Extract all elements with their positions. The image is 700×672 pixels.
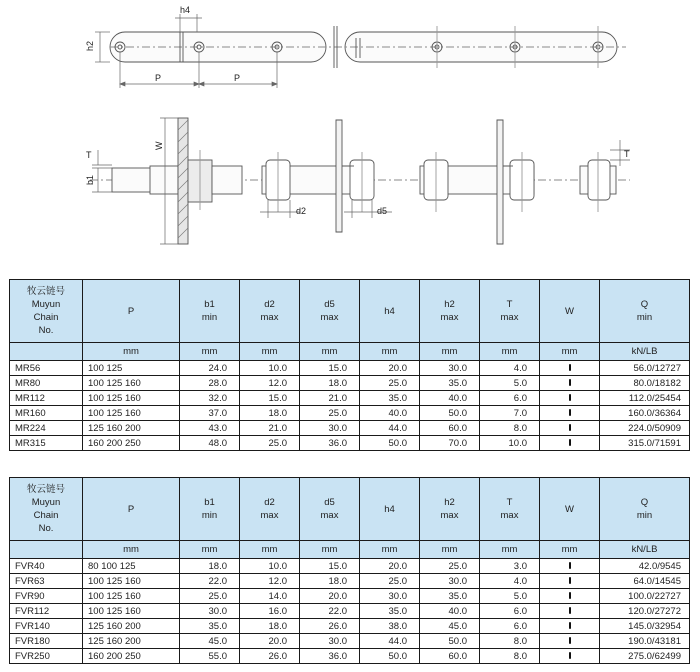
cell-chain: MR112 [10, 391, 83, 406]
unit-h2: mm [420, 541, 480, 559]
cell-p: 125 160 200 [83, 421, 180, 436]
cell-d5: 36.0 [300, 436, 360, 451]
header-w: W [540, 478, 600, 541]
w-mark-icon [569, 652, 571, 659]
w-mark-icon [569, 577, 571, 584]
cell-d5: 30.0 [300, 634, 360, 649]
cell-chain: FVR140 [10, 619, 83, 634]
unit-w: mm [540, 343, 600, 361]
unit-p: mm [83, 541, 180, 559]
cell-t: 8.0 [480, 649, 540, 664]
cell-b1: 48.0 [180, 436, 240, 451]
cell-h4: 25.0 [360, 574, 420, 589]
header-t: T max [480, 478, 540, 541]
cell-p: 100 125 160 [83, 391, 180, 406]
cell-t: 4.0 [480, 574, 540, 589]
w-mark-icon [569, 562, 571, 569]
unit-w: mm [540, 541, 600, 559]
unit-q: kN/LB [600, 541, 690, 559]
cell-t: 3.0 [480, 559, 540, 574]
header-p: P [83, 280, 180, 343]
table-row [10, 406, 690, 421]
cell-w [540, 376, 600, 391]
cell-chain: FVR40 [10, 559, 83, 574]
cell-chain: FVR250 [10, 649, 83, 664]
cell-w [540, 619, 600, 634]
header-q: Q min [600, 478, 690, 541]
cell-chain: FVR112 [10, 604, 83, 619]
cell-w [540, 604, 600, 619]
cell-w [540, 634, 600, 649]
cell-d5: 21.0 [300, 391, 360, 406]
cell-q: 120.0/27272 [600, 604, 690, 619]
w-mark-icon [569, 439, 571, 446]
header-d2: d2 max [240, 478, 300, 541]
cell-h4: 20.0 [360, 559, 420, 574]
cell-h2: 50.0 [420, 634, 480, 649]
cell-q: 80.0/18182 [600, 376, 690, 391]
cell-d5: 15.0 [300, 559, 360, 574]
cell-q: 190.0/43181 [600, 634, 690, 649]
cell-d5: 36.0 [300, 649, 360, 664]
unit-p: mm [83, 343, 180, 361]
cell-d2: 20.0 [240, 634, 300, 649]
cell-h2: 70.0 [420, 436, 480, 451]
unit-d5: mm [300, 541, 360, 559]
table-row [10, 604, 690, 619]
cell-b1: 28.0 [180, 376, 240, 391]
chain-technical-drawing [0, 0, 700, 262]
cell-b1: 35.0 [180, 619, 240, 634]
cell-h2: 40.0 [420, 391, 480, 406]
cell-b1: 18.0 [180, 559, 240, 574]
unit-q: kN/LB [600, 343, 690, 361]
header-b1: b1 min [180, 280, 240, 343]
cell-w [540, 391, 600, 406]
cell-chain: MR224 [10, 421, 83, 436]
cell-chain: FVR180 [10, 634, 83, 649]
cell-w [540, 574, 600, 589]
cell-t: 8.0 [480, 634, 540, 649]
header-q: Q min [600, 280, 690, 343]
table-row [10, 361, 690, 376]
header-b1: b1 min [180, 478, 240, 541]
cell-chain: MR160 [10, 406, 83, 421]
header-w: W [540, 280, 600, 343]
cell-b1: 55.0 [180, 649, 240, 664]
label-p-1: P [155, 73, 162, 83]
cell-q: 56.0/12727 [600, 361, 690, 376]
unit-blank [10, 343, 83, 361]
label-d5: d5 [377, 206, 388, 216]
cell-chain: MR56 [10, 361, 83, 376]
cell-h2: 30.0 [420, 361, 480, 376]
header-h2: h2 max [420, 478, 480, 541]
header-p: P [83, 478, 180, 541]
fvr-spec-table [9, 477, 690, 664]
mr-spec-table [9, 279, 690, 451]
cell-chain: FVR63 [10, 574, 83, 589]
cell-h2: 35.0 [420, 589, 480, 604]
cell-h4: 35.0 [360, 604, 420, 619]
table-row [10, 559, 690, 574]
cell-q: 112.0/25454 [600, 391, 690, 406]
cell-p: 100 125 160 [83, 589, 180, 604]
cell-q: 145.0/32954 [600, 619, 690, 634]
w-mark-icon [569, 637, 571, 644]
unit-t: mm [480, 343, 540, 361]
cell-d2: 10.0 [240, 559, 300, 574]
cell-d5: 18.0 [300, 574, 360, 589]
unit-h2: mm [420, 343, 480, 361]
cell-t: 6.0 [480, 619, 540, 634]
table-row [10, 391, 690, 406]
w-mark-icon [569, 364, 571, 371]
cell-p: 160 200 250 [83, 436, 180, 451]
cell-d2: 25.0 [240, 436, 300, 451]
cell-t: 5.0 [480, 376, 540, 391]
cell-b1: 24.0 [180, 361, 240, 376]
header-h4: h4 [360, 280, 420, 343]
w-mark-icon [569, 424, 571, 431]
cell-p: 100 125 160 [83, 574, 180, 589]
cell-t: 5.0 [480, 589, 540, 604]
w-mark-icon [569, 592, 571, 599]
cell-h2: 40.0 [420, 604, 480, 619]
cell-chain: FVR90 [10, 589, 83, 604]
cell-d2: 10.0 [240, 361, 300, 376]
unit-h4: mm [360, 541, 420, 559]
unit-d5: mm [300, 343, 360, 361]
cell-d5: 26.0 [300, 619, 360, 634]
label-h4: h4 [180, 5, 191, 15]
cell-h4: 40.0 [360, 406, 420, 421]
cell-p: 125 160 200 [83, 634, 180, 649]
cell-h4: 30.0 [360, 589, 420, 604]
label-t-left: T [86, 150, 92, 160]
cell-t: 7.0 [480, 406, 540, 421]
cell-q: 224.0/50909 [600, 421, 690, 436]
unit-d2: mm [240, 343, 300, 361]
cell-w [540, 589, 600, 604]
cell-t: 6.0 [480, 391, 540, 406]
cell-d2: 14.0 [240, 589, 300, 604]
cell-h4: 44.0 [360, 634, 420, 649]
top-view-links [110, 26, 626, 68]
cell-h2: 60.0 [420, 649, 480, 664]
cell-chain: MR80 [10, 376, 83, 391]
cell-w [540, 361, 600, 376]
cell-h2: 25.0 [420, 559, 480, 574]
header-chain-no: 牧云链号 Muyun Chain No. [10, 280, 83, 343]
label-w: W [154, 141, 164, 150]
w-mark-icon [569, 409, 571, 416]
label-d2: d2 [296, 206, 307, 216]
w-mark-icon [569, 394, 571, 401]
header-chain-no: 牧云链号 Muyun Chain No. [10, 478, 83, 541]
cell-p: 100 125 [83, 361, 180, 376]
cell-t: 4.0 [480, 361, 540, 376]
cell-d2: 18.0 [240, 619, 300, 634]
cell-d2: 26.0 [240, 649, 300, 664]
table-row [10, 589, 690, 604]
cell-h4: 35.0 [360, 391, 420, 406]
cell-q: 100.0/22727 [600, 589, 690, 604]
cell-q: 160.0/36364 [600, 406, 690, 421]
unit-blank [10, 541, 83, 559]
cell-p: 100 125 160 [83, 604, 180, 619]
w-mark-icon [569, 379, 571, 386]
cell-w [540, 421, 600, 436]
cell-d5: 20.0 [300, 589, 360, 604]
cell-q: 315.0/71591 [600, 436, 690, 451]
side-view [90, 118, 630, 244]
unit-b1: mm [180, 343, 240, 361]
cell-d5: 30.0 [300, 421, 360, 436]
cell-d2: 12.0 [240, 376, 300, 391]
cell-h2: 45.0 [420, 619, 480, 634]
table-row [10, 421, 690, 436]
label-p-2: P [234, 73, 241, 83]
cell-h2: 60.0 [420, 421, 480, 436]
unit-t: mm [480, 541, 540, 559]
cell-t: 10.0 [480, 436, 540, 451]
cell-d5: 22.0 [300, 604, 360, 619]
cell-p: 80 100 125 [83, 559, 180, 574]
cell-t: 8.0 [480, 421, 540, 436]
cell-d2: 15.0 [240, 391, 300, 406]
cell-p: 160 200 250 [83, 649, 180, 664]
cell-d5: 25.0 [300, 406, 360, 421]
cell-q: 42.0/9545 [600, 559, 690, 574]
cell-d5: 15.0 [300, 361, 360, 376]
cell-b1: 30.0 [180, 604, 240, 619]
cell-h2: 30.0 [420, 574, 480, 589]
cell-w [540, 559, 600, 574]
w-mark-icon [569, 622, 571, 629]
header-h2: h2 max [420, 280, 480, 343]
cell-p: 100 125 160 [83, 376, 180, 391]
cell-w [540, 649, 600, 664]
cell-h4: 38.0 [360, 619, 420, 634]
cell-h2: 35.0 [420, 376, 480, 391]
cell-h4: 50.0 [360, 436, 420, 451]
table-row [10, 436, 690, 451]
w-mark-icon [569, 607, 571, 614]
label-t-right: T [624, 149, 630, 159]
unit-h4: mm [360, 343, 420, 361]
cell-h4: 44.0 [360, 421, 420, 436]
cell-b1: 37.0 [180, 406, 240, 421]
label-b1: b1 [85, 174, 95, 185]
unit-d2: mm [240, 541, 300, 559]
cell-b1: 32.0 [180, 391, 240, 406]
cell-b1: 43.0 [180, 421, 240, 436]
unit-b1: mm [180, 541, 240, 559]
cell-b1: 45.0 [180, 634, 240, 649]
cell-t: 6.0 [480, 604, 540, 619]
cell-h2: 50.0 [420, 406, 480, 421]
cell-d2: 21.0 [240, 421, 300, 436]
cell-q: 275.0/62499 [600, 649, 690, 664]
cell-h4: 50.0 [360, 649, 420, 664]
cell-h4: 20.0 [360, 361, 420, 376]
cell-d2: 16.0 [240, 604, 300, 619]
table-row [10, 376, 690, 391]
header-d2: d2 max [240, 280, 300, 343]
header-h4: h4 [360, 478, 420, 541]
cell-q: 64.0/14545 [600, 574, 690, 589]
cell-d2: 12.0 [240, 574, 300, 589]
cell-d5: 18.0 [300, 376, 360, 391]
header-d5: d5 max [300, 280, 360, 343]
cell-h4: 25.0 [360, 376, 420, 391]
cell-w [540, 436, 600, 451]
cell-p: 100 125 160 [83, 406, 180, 421]
cell-chain: MR315 [10, 436, 83, 451]
header-d5: d5 max [300, 478, 360, 541]
cell-d2: 18.0 [240, 406, 300, 421]
cell-w [540, 406, 600, 421]
cell-p: 125 160 200 [83, 619, 180, 634]
table-row [10, 649, 690, 664]
table-row [10, 574, 690, 589]
table-row [10, 634, 690, 649]
label-h2: h2 [85, 40, 95, 51]
table-row [10, 619, 690, 634]
cell-b1: 22.0 [180, 574, 240, 589]
header-t: T max [480, 280, 540, 343]
cell-b1: 25.0 [180, 589, 240, 604]
